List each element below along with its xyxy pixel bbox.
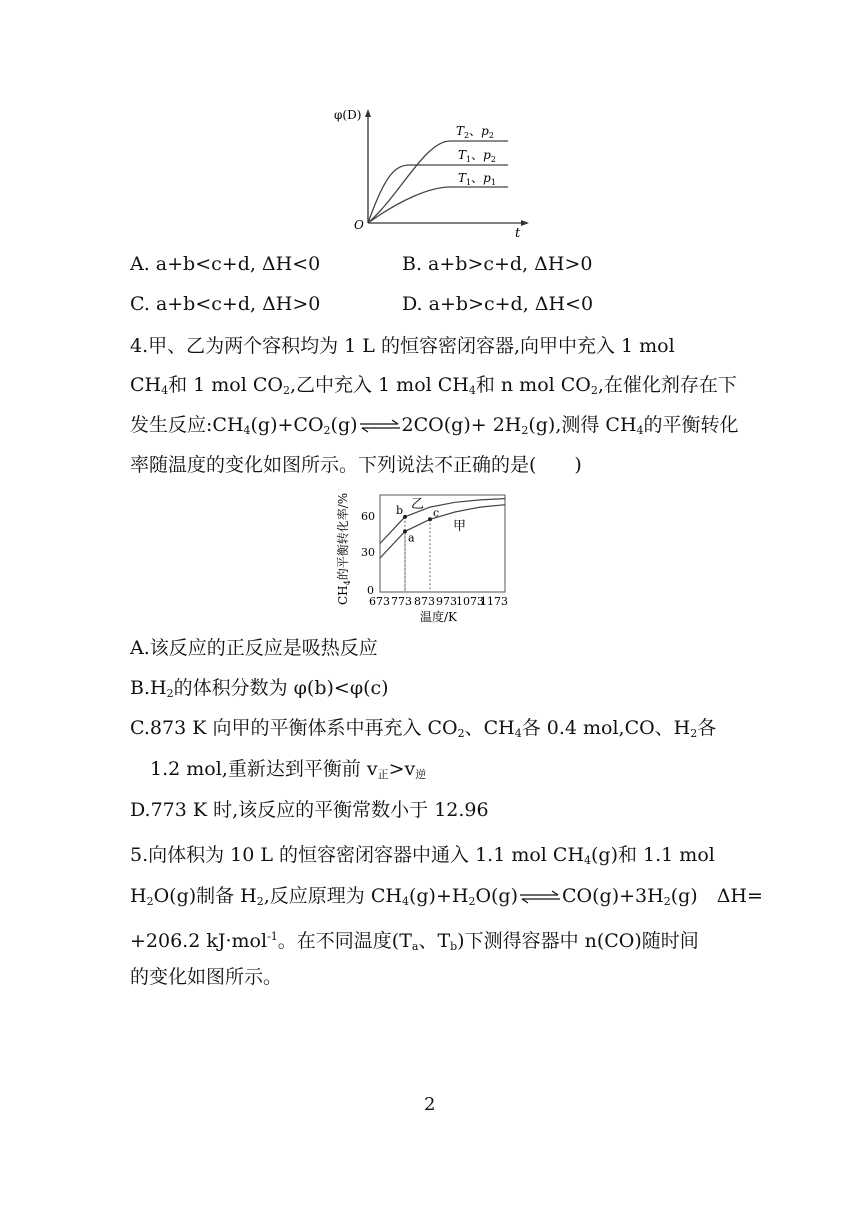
q4-option-b: $B.H_2$的体积分数为 φ(b)<φ(c)	[130, 677, 389, 700]
q5-line-4: 的变化如图所示。	[130, 966, 283, 988]
q4-option-c-cont: 1.2 mol,重新达到平衡前 $v_正>v_逆$	[150, 758, 427, 781]
q4-line-1: 4.甲、乙为两个容积均为 1 L 的恒容密闭容器,向甲中充入 1 mol	[130, 335, 675, 357]
y-tick-60: 60	[361, 510, 375, 523]
q3-option-d: D. a+b>c+d, ΔH<0	[402, 293, 594, 315]
x-tick-773: 773	[391, 595, 412, 608]
plot-area	[380, 499, 505, 592]
origin-label: O	[354, 218, 364, 232]
x-axis-label: 温度/K	[420, 610, 458, 624]
curve-label-t1-p1: $T_1$、$p_1$	[458, 171, 496, 187]
equilibrium-arrow-icon	[358, 419, 402, 433]
curve-label-t1-p2: $T_1$、$p_2$	[458, 148, 496, 164]
x-tick-1073: 1073	[456, 595, 484, 608]
q4-line-4: 率随温度的变化如图所示。下列说法不正确的是( )	[130, 454, 582, 476]
q4-line-3: 发生反应$:CH_4(g)+CO_2(g)$ $2CO(g)+ 2H_2(g)$,测得 $CH_4$的平衡转化	[130, 414, 739, 437]
point-c	[428, 517, 432, 521]
y-axis-label: $CH_4$的平衡转化率/%	[336, 492, 352, 605]
q4-option-d: D.773 K 时,该反应的平衡常数小于 12.96	[130, 799, 489, 821]
series-label-yi: 乙	[411, 497, 425, 512]
q3-option-a: A. a+b<c+d, ΔH<0	[130, 253, 321, 275]
q3-option-b: B. a+b>c+d, ΔH>0	[402, 253, 593, 275]
q5-line-1: 5.向体积为 10 L 的恒容密闭容器中通入 1.1 mol $CH_4(g)$和 1.1 mol	[130, 844, 715, 867]
point-label-a: a	[408, 531, 415, 545]
series-label-jia: 甲	[453, 519, 467, 534]
y-tick-0: 0	[367, 584, 374, 597]
q4-line-2: $CH_4$和 1 mol $CO_2$,乙中充入 1 mol $CH_4$和 n mol $CO_2$,在催化剂存在下	[130, 374, 737, 397]
q5-line-2: $H_2O(g)$制备 $H_2$,反应原理为 $CH_4(g)+H_2O(g)$ $CO(g)+3H_2(g)$ ΔH=	[130, 885, 763, 908]
x-tick-973: 973	[436, 595, 457, 608]
point-a	[403, 529, 407, 533]
page-number: 2	[424, 1094, 436, 1115]
point-label-c: c	[433, 506, 440, 520]
curve-t1-p1	[368, 187, 508, 223]
y-tick-30: 30	[361, 546, 375, 559]
y-axis-label: φ(D)	[334, 108, 362, 122]
x-tick-1173: 1173	[480, 595, 508, 608]
point-b	[403, 515, 407, 519]
q5-line-3: +206.2 kJ·mol$^{-1}$。在不同温度($T_a$、$T_b$)下测得容器中 n(CO)随时间	[130, 930, 699, 953]
x-tick-673: 673	[369, 595, 390, 608]
point-label-b: b	[396, 503, 404, 517]
x-axis-label: t	[515, 226, 521, 240]
curve-label-t2-p2: $T_2$、$p_2$	[456, 124, 494, 140]
equilibrium-arrow-icon	[518, 890, 562, 904]
q3-option-c: C. a+b<c+d, ΔH>0	[130, 293, 321, 315]
figure-ch4-conversion-vs-temperature	[325, 490, 515, 625]
x-tick-873: 873	[414, 595, 435, 608]
figure-phi-d-vs-t	[330, 105, 540, 240]
q4-option-c: C.873 K 向甲的平衡体系中再充入 $CO_2$、$CH_4$各 0.4 mol,CO、$H_2$各	[130, 717, 717, 740]
q4-option-a: A.该反应的正反应是吸热反应	[130, 637, 378, 659]
